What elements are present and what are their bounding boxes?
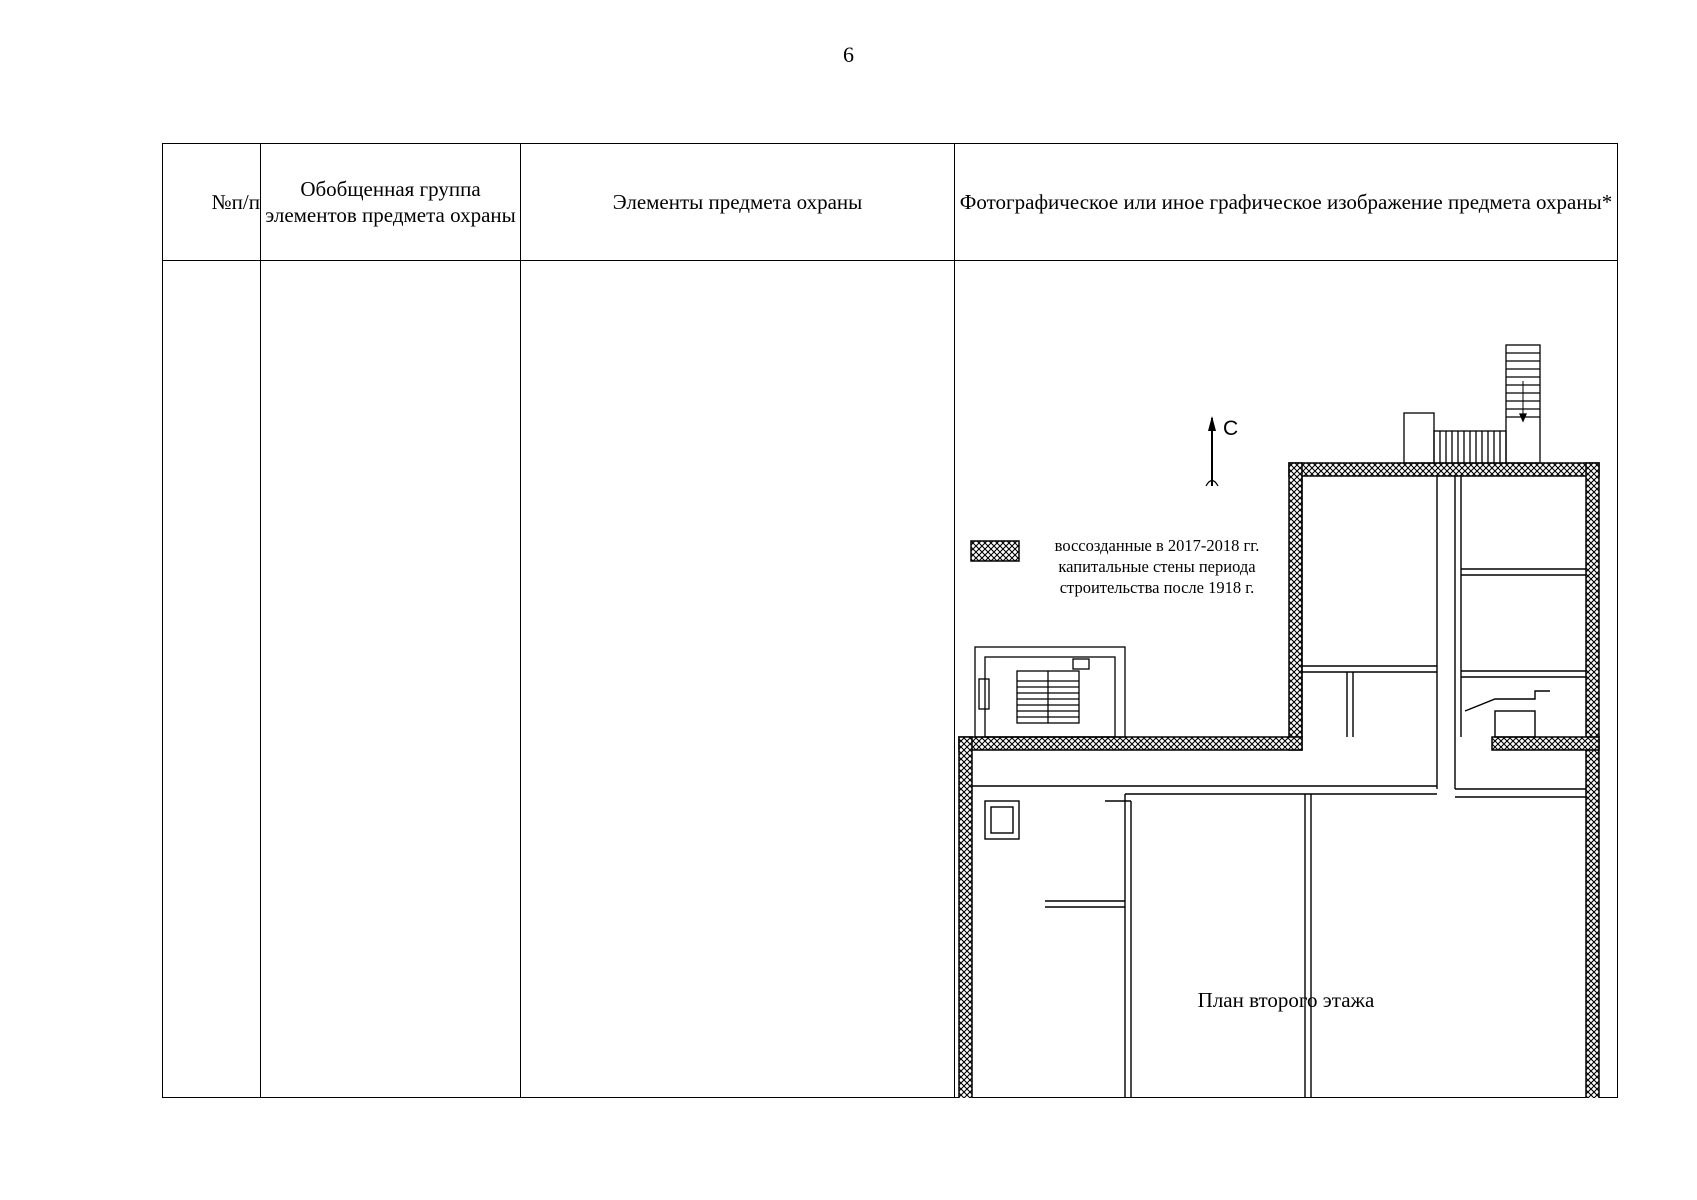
north-label: С — [1223, 417, 1239, 440]
header-number: №п/п — [163, 144, 261, 261]
table-row — [163, 261, 1618, 1098]
plan-legend-text: воссозданные в 2017-2018 гг. капитальные стены периода строительства после 1918 г. — [1054, 536, 1260, 597]
north-arrow-icon — [1206, 416, 1218, 486]
header-group: Обобщенная группа элементов предмета охраны — [261, 144, 521, 261]
cell-group — [261, 261, 521, 1098]
west-staircase — [975, 647, 1125, 737]
protection-table — [162, 143, 1618, 1098]
floor-plan-drawing — [955, 261, 1617, 1098]
header-elements: Элементы предмета охраны — [521, 144, 955, 261]
table-header-row — [163, 144, 1618, 261]
header-image: Фотографическое или иное графическое изображение предмета охраны* — [955, 144, 1618, 261]
cell-elements — [521, 261, 955, 1098]
page-number: 6 — [843, 42, 854, 67]
legend-hatch-swatch — [971, 541, 1019, 561]
north-exterior-staircase — [1404, 345, 1540, 463]
plan-caption: План второго этажа — [1197, 988, 1375, 1012]
cell-image — [955, 261, 1618, 1098]
cell-number — [163, 261, 261, 1098]
